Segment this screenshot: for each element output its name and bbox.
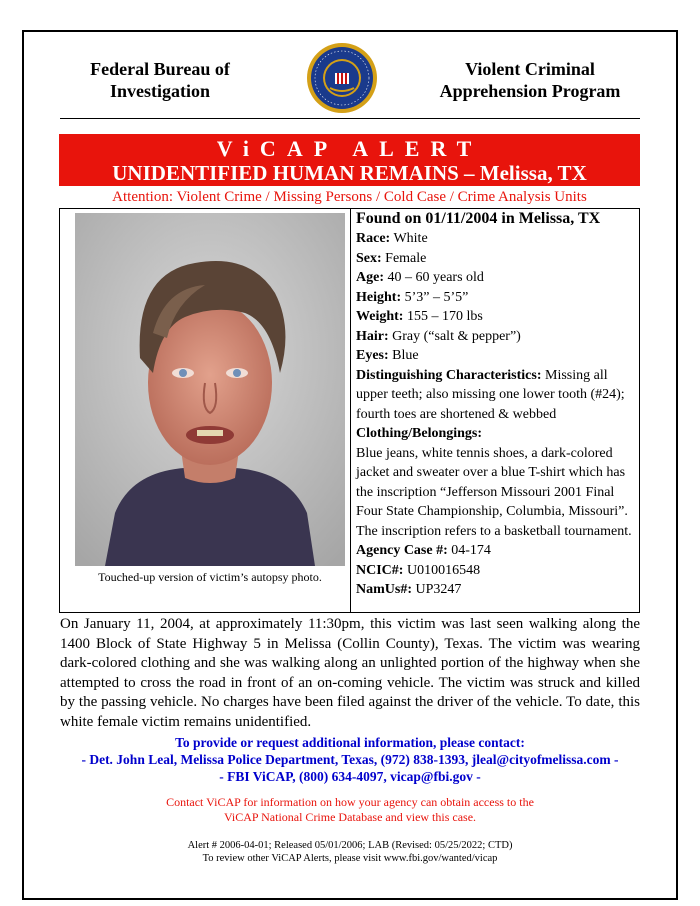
access-note: Contact ViCAP for information on how your agency can obtain access to the ViCAP National Crime Database and view this case.: [166, 795, 534, 824]
sex-row: Sex: Female: [356, 250, 427, 266]
box-divider: [350, 209, 351, 612]
program-name: Violent Criminal Apprehension Program: [439, 59, 621, 101]
clothing-text: Blue jeans, white tennis shoes, a dark-colored jacket and sweater over a blue T-shirt which has the inscription “Jefferson Missouri 2001 Final Four State Championship, Columbia, Missouri”. The inscription refers to a basketball tournament.: [356, 445, 632, 539]
contact-heading: To provide or request additional information, please contact:: [175, 735, 525, 750]
weight-row: Weight: 155 – 170 lbs: [356, 309, 483, 324]
contact-fbi[interactable]: - FBI ViCAP, (800) 634-4097, vicap@fbi.gov -: [219, 769, 481, 784]
hair-row: Hair: Gray (“salt & pepper”): [356, 328, 521, 344]
agency-case-row: Agency Case #: 04-174: [356, 543, 491, 558]
vicap-link-line[interactable]: To review other ViCAP Alerts, please visit www.fbi.gov/wanted/vicap: [202, 853, 498, 864]
case-narrative: On January 11, 2004, at approximately 11:30pm, this victim was last seen walking along the 1400 Block of State Highway 5 in Melissa (Collin County), Texas. The victim was wearing dark-colored clothing and she was walking along an unlighted portion of the highway when she attempted to cross the road in front of an on-coming vehicle. The victim was struck and killed by the passing vehicle. No charges have been filed against the driver of the vehicle. To date, this white female victim remains unidentified.: [60, 616, 640, 730]
clothing-label: Clothing/Belongings:: [356, 426, 483, 441]
age-row: Age: 40 – 60 years old: [356, 270, 484, 285]
alert-title: ViCAP ALERT: [216, 136, 483, 161]
footer: [60, 839, 640, 865]
found-heading: Found on 01/11/2004 in Melissa, TX: [356, 210, 601, 227]
victim-details: [356, 208, 636, 600]
race-row: Race: White: [356, 231, 428, 246]
fbi-seal-icon: [306, 42, 378, 114]
distinguishing-row: Distinguishing Characteristics: Missing all upper teeth; also missing one lower tooth (#24); fourth toes are shortened & webbed: [356, 367, 625, 422]
photo-caption: Touched-up version of victim’s autopsy photo.: [98, 570, 322, 584]
alert-subtitle: UNIDENTIFIED HUMAN REMAINS – Melissa, TX: [112, 161, 587, 185]
contact-police[interactable]: - Det. John Leal, Melissa Police Department, Texas, (972) 838-1393, jleal@cityofmelissa.com -: [81, 752, 619, 767]
eyes-row: Eyes: Blue: [356, 348, 419, 363]
alert-metadata: Alert # 2006-04-01; Released 05/01/2006; LAB (Revised: 05/25/2022; CTD): [187, 840, 513, 851]
ncic-row: NCIC#: U010016548: [356, 562, 481, 578]
attention-line: Attention: Violent Crime / Missing Persons / Cold Case / Crime Analysis Units: [112, 189, 587, 205]
alert-banner: [59, 134, 640, 186]
header-divider: [60, 118, 640, 119]
height-row: Height: 5’3” – 5’5”: [356, 289, 469, 305]
namus-row: NamUs#: UP3247: [356, 582, 462, 597]
contact-block: [60, 734, 640, 785]
agency-name: Federal Bureau of Investigation: [90, 59, 230, 101]
victim-photo: [75, 213, 345, 566]
